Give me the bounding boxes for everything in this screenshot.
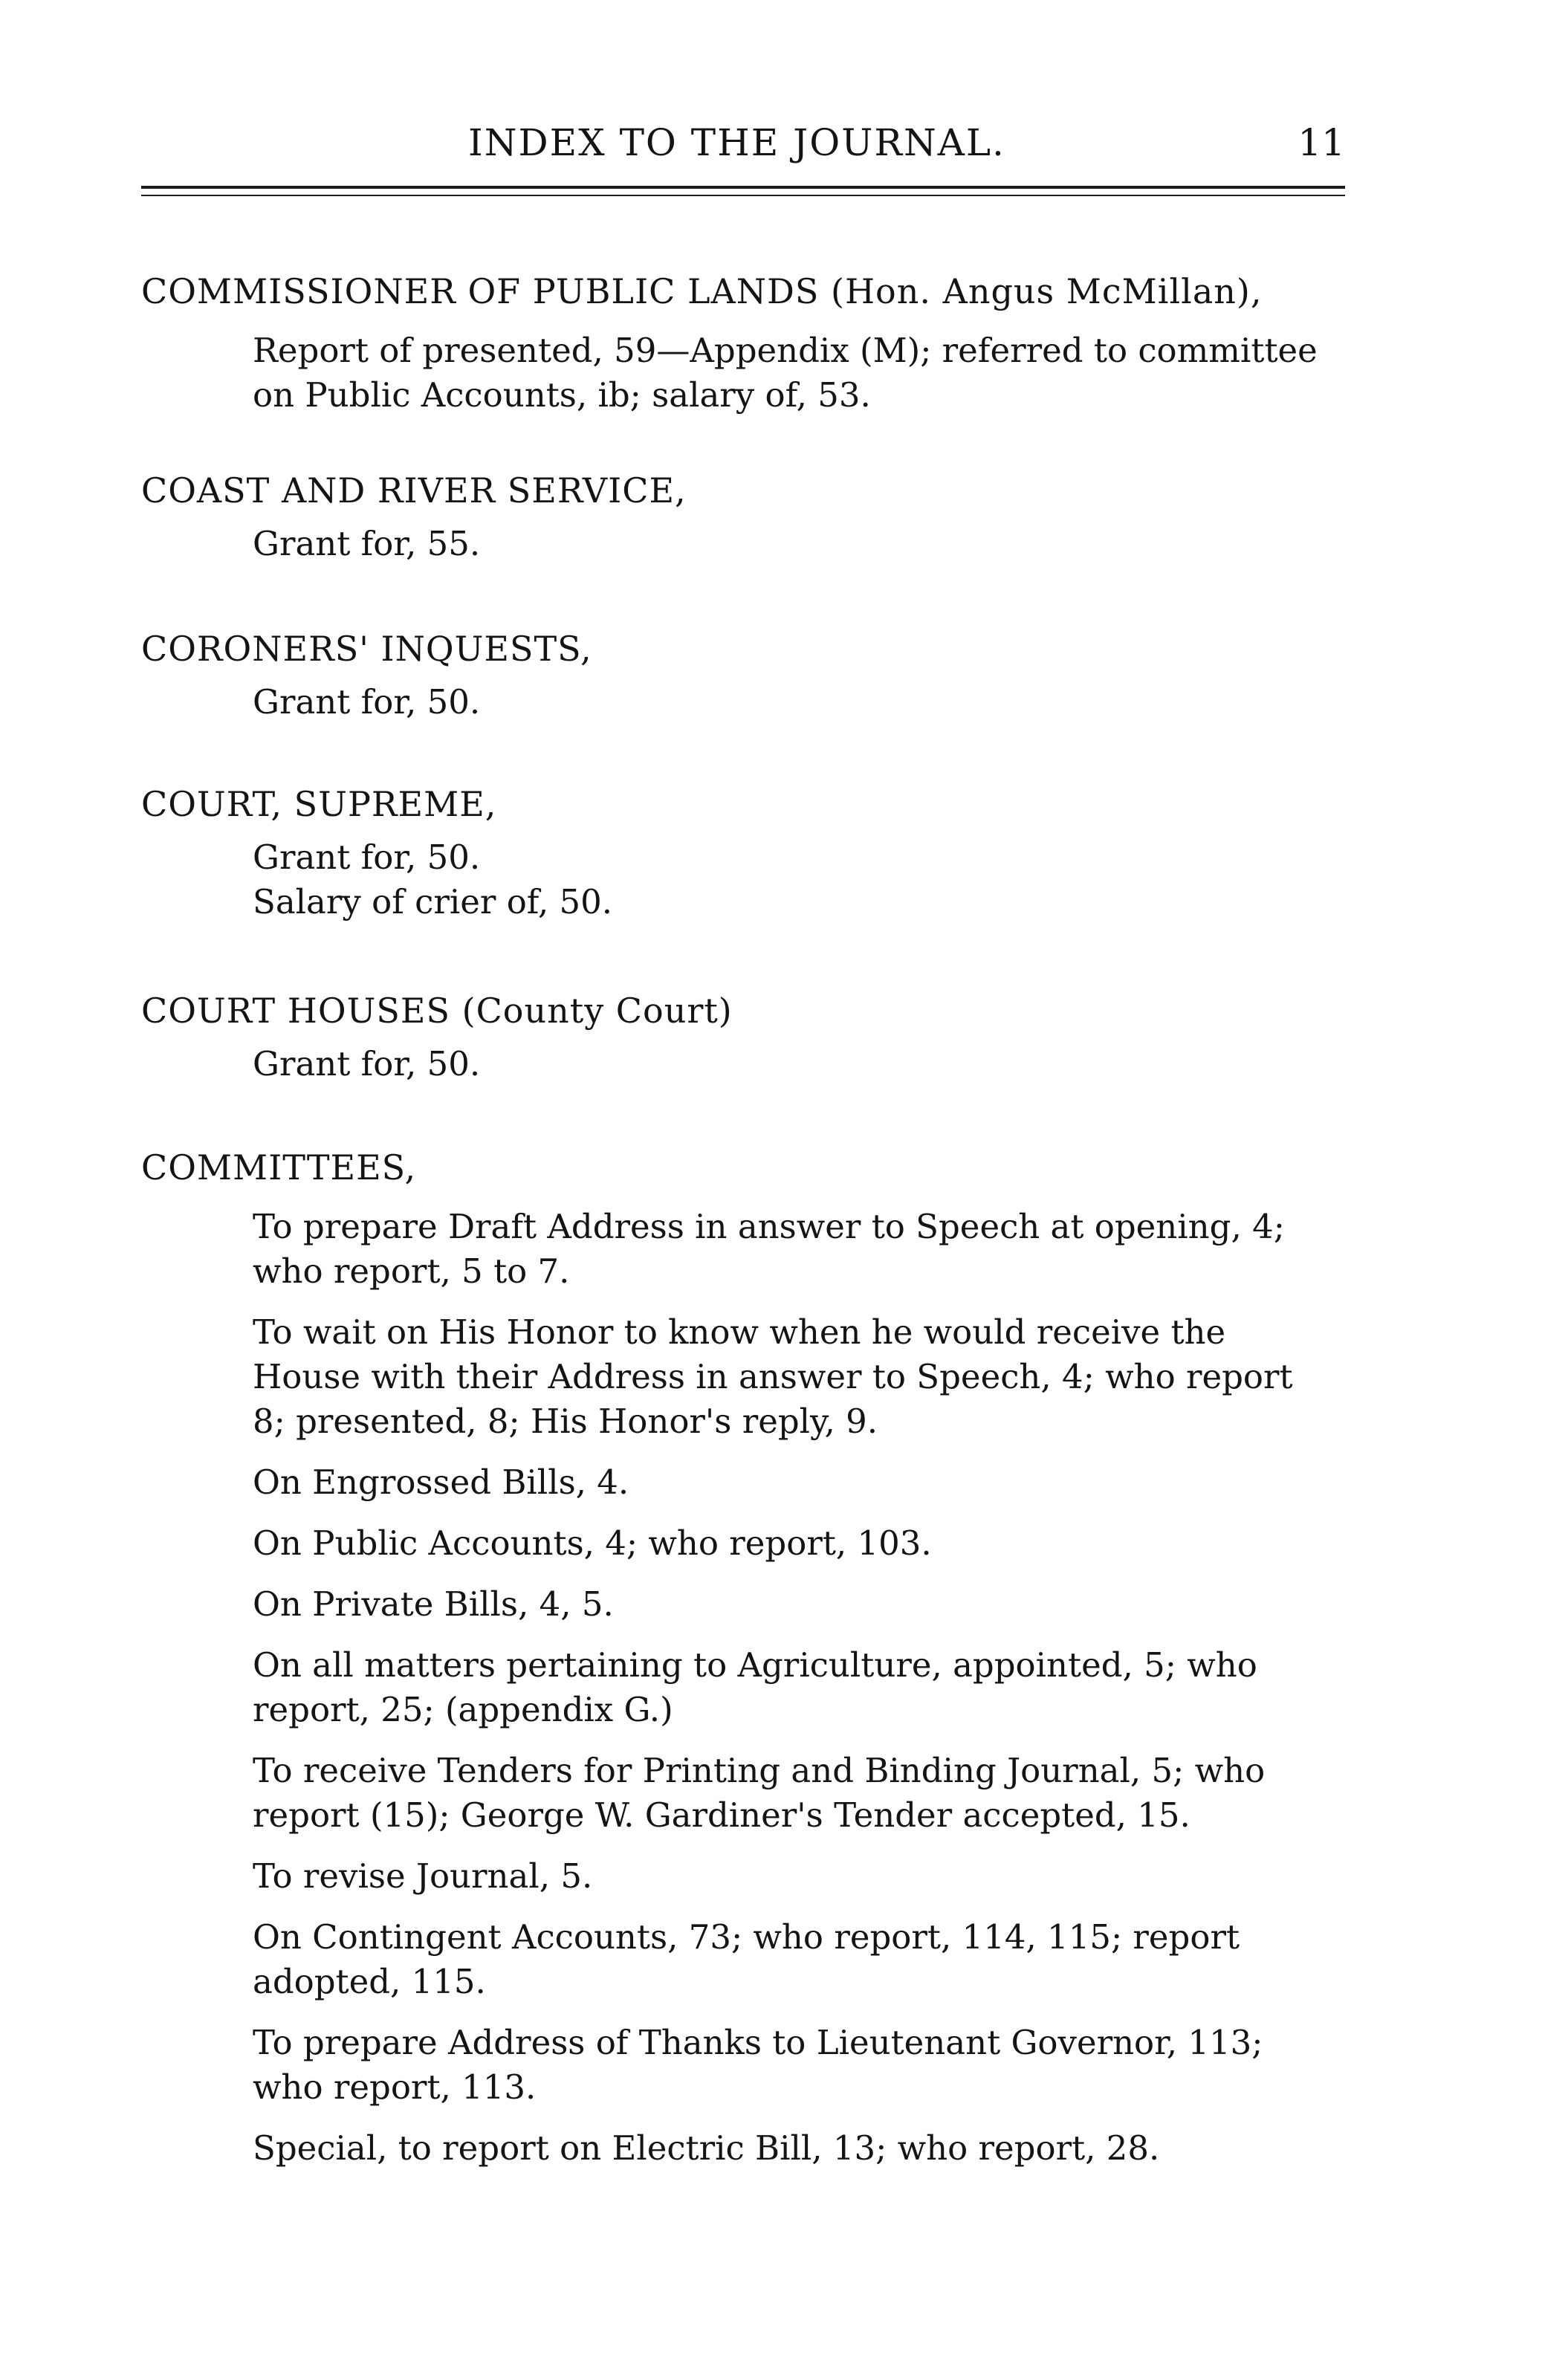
entry-heading: COURT HOUSES (County Court): [141, 991, 733, 1031]
index-entry-court-houses: [141, 988, 1352, 1086]
entry-heading: CORONERS' INQUESTS,: [141, 629, 592, 669]
entry-subline: Salary of crier of, 50.: [253, 882, 613, 921]
header-rule-thin: [141, 195, 1345, 196]
index-entry-court-supreme: [141, 782, 1352, 924]
entry-heading: COMMISSIONER OF PUBLIC LANDS (Hon. Angus McMillan),: [141, 271, 1263, 311]
entry-subline: To wait on His Honor to know when he would receive the House with their Address in answer to Speech, 4; who report 8; presented, 8; His Honor's reply, 9.: [253, 1312, 1293, 1441]
running-header: [141, 120, 1345, 165]
entry-heading: COAST AND RIVER SERVICE,: [141, 470, 687, 511]
index-entry-commissioner-of-public-lands: [141, 269, 1352, 434]
entry-subline: To prepare Draft Address in answer to Speech at opening, 4; who report, 5 to 7.: [253, 1207, 1285, 1291]
entry-heading: COURT, SUPREME,: [141, 784, 497, 824]
entry-subline: Report of presented, 59—Appendix (M); referred to committee on Public Accounts, ib; salary of, 53.: [253, 331, 1318, 415]
entry-subline: Special, to report on Electric Bill, 13; who report, 28.: [253, 2128, 1160, 2168]
entry-subline: On Contingent Accounts, 73; who report, 114, 115; report adopted, 115.: [253, 1917, 1240, 2001]
entry-subline: To receive Tenders for Printing and Binding Journal, 5; who report (15); George W. Gardiner's Tender accepted, 15.: [253, 1751, 1266, 1835]
entry-subline: On Public Accounts, 4; who report, 103.: [253, 1523, 932, 1563]
header-rule-thick: [141, 186, 1345, 189]
entry-subline: Grant for, 55.: [253, 524, 481, 563]
index-entry-committees: [141, 1145, 1352, 2187]
page-number: 11: [1298, 121, 1345, 164]
index-entry-coroners-inquests: [141, 626, 1352, 725]
entry-subline: On Engrossed Bills, 4.: [253, 1462, 629, 1502]
index-entry-coast-and-river-service: [141, 468, 1352, 566]
entry-subline: On Private Bills, 4, 5.: [253, 1584, 614, 1624]
entry-subline: To prepare Address of Thanks to Lieutenant Governor, 113; who report, 113.: [253, 2023, 1263, 2107]
entry-heading: COMMITTEES,: [141, 1147, 417, 1188]
page-title: INDEX TO THE JOURNAL.: [468, 121, 1005, 164]
entry-subline: Grant for, 50.: [253, 838, 481, 877]
entry-subline: Grant for, 50.: [253, 682, 481, 722]
entry-subline: To revise Journal, 5.: [253, 1856, 593, 1896]
entry-subline: Grant for, 50.: [253, 1044, 481, 1083]
entry-subline: On all matters pertaining to Agriculture, appointed, 5; who report, 25; (appendix G.): [253, 1645, 1257, 1729]
